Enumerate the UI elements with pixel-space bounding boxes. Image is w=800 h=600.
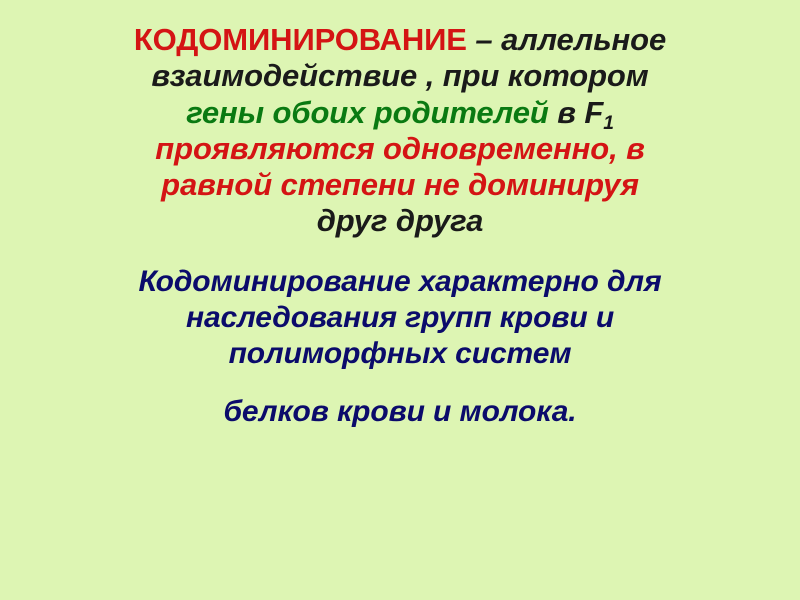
body-line-4: белков крови и молока. (223, 394, 577, 428)
definition-paragraph (34, 22, 766, 240)
definition-line-5: равной степени не доминируя (161, 167, 639, 203)
term-kodominirovanie: КОДОМИНИРОВАНИЕ (133, 22, 467, 57)
body-paragraph-second (34, 394, 766, 430)
definition-line1-rest: аллельное (501, 22, 667, 57)
definition-dash: – (466, 22, 502, 57)
definition-line-6: друг друга (316, 203, 484, 239)
definition-line-4: проявляются одновременно, в (155, 130, 645, 166)
definition-line-3 (34, 94, 766, 134)
body-line-3: полиморфных систем (228, 336, 572, 370)
definition-line3-mid: в (548, 94, 585, 130)
body-line-2: наследования групп крови и (185, 300, 615, 334)
body-line-1: Кодоминирование характерно для (138, 264, 662, 298)
f-generation-subscript: 1 (603, 112, 614, 134)
definition-line-2: взаимодействие , при котором (151, 58, 649, 94)
f-generation-label: F (584, 94, 604, 130)
definition-line-1 (34, 22, 766, 58)
definition-genes-phrase: гены обоих родителей (186, 94, 549, 130)
body-paragraph (34, 264, 766, 372)
